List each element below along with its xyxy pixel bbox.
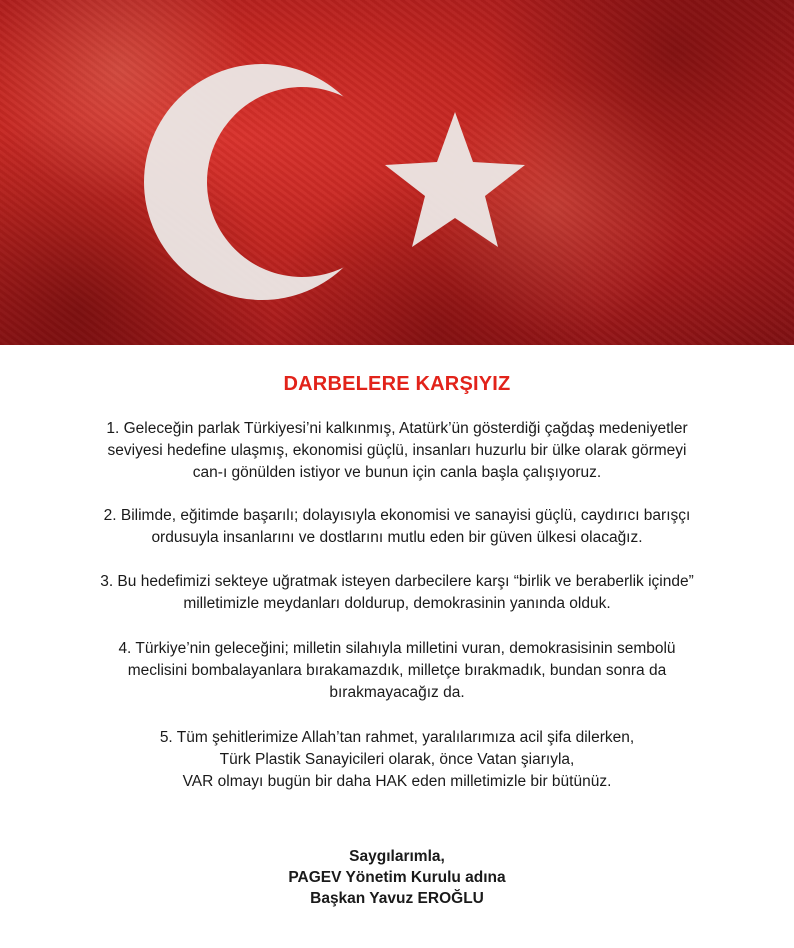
paragraph-1 [0,418,794,484]
paragraph-line: 4. Türkiye’nin geleceğini; milletin silahıyla milletini vuran, demokrasisinin sembolü [118,640,676,657]
signature-closing: Saygılarımla, [349,848,445,865]
document-title: DARBELERE KARŞIYIZ [283,373,511,395]
paragraph-line: bırakmayacağız da. [329,684,465,701]
paragraph-5 [0,727,794,793]
paragraph-line: can-ı gönülden istiyor ve bunun için canla başla çalışıyoruz. [192,464,602,481]
signature-signer: Başkan Yavuz EROĞLU [310,890,484,907]
paragraph-line: 2. Bilimde, eğitimde başarılı; dolayısıyla ekonomisi ve sanayisi güçlü, caydırıcı barışçı [103,507,691,524]
signature-organization: PAGEV Yönetim Kurulu adına [288,869,506,886]
paragraph-line: VAR olmayı bugün bir daha HAK eden milletimizle bir bütünüz. [182,773,612,790]
crescent-star-icon [0,0,794,345]
paragraph-line: milletimizle meydanları doldurup, demokrasinin yanında olduk. [183,595,611,612]
turkish-flag-banner [0,0,794,345]
paragraph-line: meclisini bombalayanlara bırakamazdık, milletçe bırakmadık, bundan sonra da [127,662,667,679]
paragraph-line: ordusuyla insanlarını ve dostlarını mutlu eden bir güven ülkesi olacağız. [151,529,643,546]
signature-block [0,846,794,909]
paragraph-2 [0,505,794,549]
paragraph-line: Türk Plastik Sanayicileri olarak, önce Vatan şiarıyla, [219,751,575,768]
statement-document [0,345,794,909]
paragraph-3 [0,571,794,615]
paragraph-line: 3. Bu hedefimizi sekteye uğratmak isteyen darbecilere karşı “birlik ve beraberlik içinde” [100,573,694,590]
paragraph-4 [0,638,794,704]
paragraph-line: 1. Geleceğin parlak Türkiyesi’ni kalkınmış, Atatürk’ün gösterdiği çağdaş medeniyetler [106,420,688,437]
paragraph-line: 5. Tüm şehitlerimize Allah’tan rahmet, yaralılarımıza acil şifa dilerken, [159,729,635,746]
paragraph-line: seviyesi hedefine ulaşmış, ekonomisi güçlü, insanları huzurlu bir ülke olarak görmeyi [107,442,687,459]
